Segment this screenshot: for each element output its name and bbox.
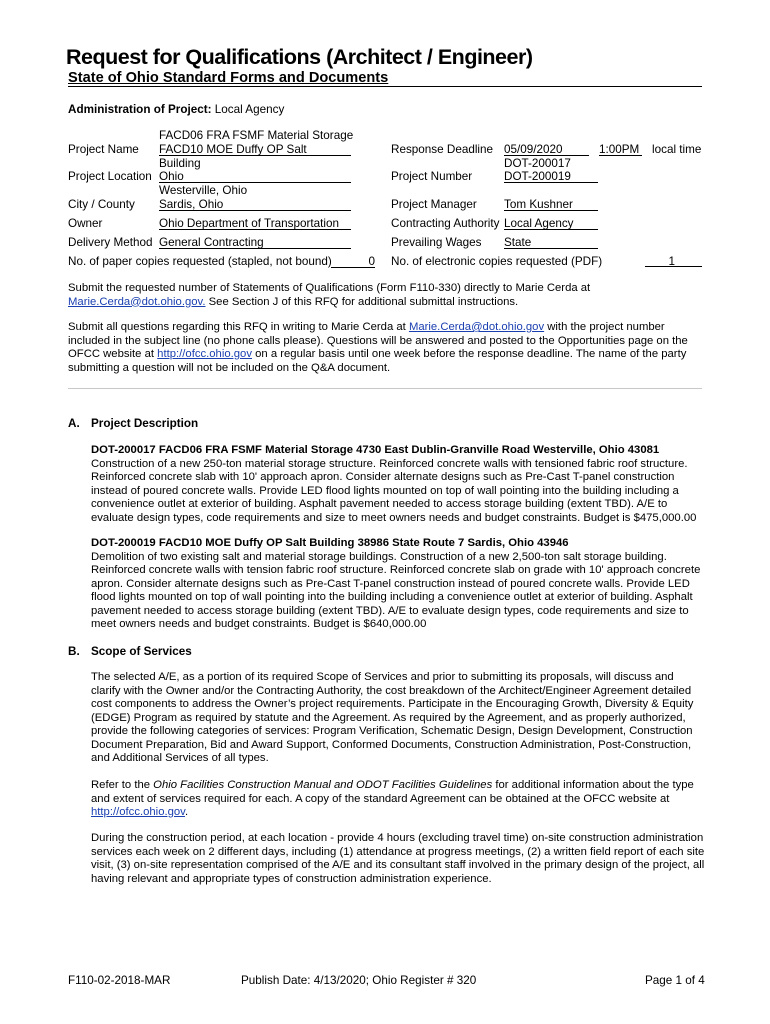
submission-text-b: See Section J of this RFQ for additional submittal instructions. <box>205 295 519 308</box>
section-a-letter: A. <box>68 417 80 430</box>
project-name-label: Project Name <box>68 143 139 156</box>
questions-text-c: on a regular basis until one week before the response deadline. The name of the party submitting a question will not be included on the Q&A document. <box>68 348 687 374</box>
owner-label: Owner <box>68 217 103 230</box>
project-dot-200017-heading: DOT-200017 FACD06 FRA FSMF Material Storage 4730 East Dublin-Granville Road Westerville, Ohio 43081 <box>91 444 660 456</box>
response-deadline-timezone: local time <box>652 143 702 156</box>
contracting-authority-label: Contracting Authority <box>391 217 500 230</box>
questions-instructions <box>68 321 708 375</box>
response-deadline-time: 1:00PM <box>599 143 642 156</box>
project-location-label: Project Location <box>68 170 152 183</box>
section-b-letter: B. <box>68 645 80 658</box>
city-county-value-1: Westerville, Ohio <box>159 184 248 197</box>
electronic-copies-label: No. of electronic copies requested (PDF) <box>391 255 603 268</box>
page-subtitle-text: State of Ohio Standard Forms and Documents <box>68 70 389 86</box>
project-dot-200019-body: Demolition of two existing salt and material storage buildings. Construction of a new 2,500-ton salt storage building. Reinforced concrete walls with tension fabric roof structure. Reinforced concrete slab on grade with 10' approach concrete apron. Consider alternate designs such as Pre-Cast T-panel construction instead of poured concrete walls. Provide LED flood lights mounted on top of wall pointing into the building including a convenience outlet at exterior of building. Asphalt pavement needed to access storage building (extent TBD). A/E to evaluate design types, code requirements and size to meet owners needs and budget constraints. Budget is $640,000.00 <box>91 550 701 631</box>
submission-instructions <box>68 282 708 309</box>
project-number-label: Project Number <box>391 170 473 183</box>
submission-text-a: Submit the requested number of Statements of Qualifications (Form F110-330) directly to Marie Cerda at <box>68 282 591 294</box>
questions-email-link[interactable]: Marie.Cerda@dot.ohio.gov <box>408 321 545 333</box>
scope-p2-text-c: . <box>185 806 189 819</box>
city-county-label: City / County <box>68 198 135 211</box>
paper-copies-label: No. of paper copies requested (stapled, not bound) <box>68 255 332 268</box>
scope-paragraph-1: The selected A/E, as a portion of its required Scope of Services and prior to submitting its proposals, will discuss and clarify with the Owner and/or the Contracting Authority, the cost breakdown of the Architect/Engineer Agreement detailed cost components to address the Owner’s project requirements. Participate in the Encouraging Growth, Diversity & Equity (EDGE) Program as required by statute and the Agreement. As required by the Agreement, and as properly authorized, provide the following categories of services: Program Verification, Schematic Design, Design Development, Construction Document Preparation, Bid and Award Support, Conformed Documents, Construction Administration, Post-Construction, and Additional Services of all types. <box>91 671 694 765</box>
project-dot-200017-body: Construction of a new 250-ton material storage structure. Reinforced concrete walls with tensioned fabric roof structure. Reinforced concrete slab with 10' approach apron. Consider alternate designs such as Pre-Cast T-panel construction instead of poured concrete walls. Provide LED flood lights mounted on top of wall pointing into the building including a convenience outlet at exterior of building. Asphalt pavement needed to access storage building (extent TBD). A/E to evaluate design types, code requirements and size to meet owners needs and budget constraints. Budget is $475,000.00 <box>91 457 697 524</box>
questions-text-b: with the project number included in the subject line (no phone calls please). Questions will be answered and posted to the Opportunities page on the OFCC website at <box>68 321 688 361</box>
submission-email-link[interactable]: Marie.Cerda@dot.ohio.gov. <box>68 295 206 308</box>
project-location-value: Ohio <box>159 170 351 183</box>
administration-value: Local Agency <box>214 103 285 116</box>
scope-p2-text-b: for additional information about the type and extent of services required for each. A copy of the standard Agreement can be obtained at the OFCC website at <box>91 779 694 805</box>
questions-text-a: Submit all questions regarding this RFQ in writing to Marie Cerda at <box>68 321 409 333</box>
section-divider <box>68 388 702 389</box>
administration-line <box>68 103 284 117</box>
project-number-value-2: DOT-200019 <box>504 170 598 183</box>
response-deadline-date: 05/09/2020 <box>504 143 589 156</box>
scope-p2-text-a: Refer to the <box>91 779 154 791</box>
page-subtitle <box>68 70 702 87</box>
paper-copies-value: 0 <box>331 255 375 268</box>
section-a-heading: Project Description <box>91 417 199 430</box>
administration-label: Administration of Project: <box>68 103 212 116</box>
response-deadline-label: Response Deadline <box>391 143 494 156</box>
city-county-value-2: Sardis, Ohio <box>159 198 351 211</box>
scope-paragraph-3: During the construction period, at each location - provide 4 hours (excluding travel time) on-site construction administration services each week on 2 different days, including (1) attendance at progress meetings, (2) a written field report of each site visit, (3) on-site representation comprised of the A/E and its consultant staff involved in the primary design of the project, all having relevant and appropriate types of construction administration experience. <box>91 832 705 885</box>
scope-p2-manual-title: Ohio Facilities Construction Manual and ODOT Facilities Guidelines <box>153 779 493 791</box>
project-number-value-1: DOT-200017 <box>504 157 571 170</box>
prevailing-wages-value: State <box>504 236 598 249</box>
prevailing-wages-label: Prevailing Wages <box>391 236 482 249</box>
section-b-heading: Scope of Services <box>91 645 192 658</box>
scope-ofcc-link[interactable]: http://ofcc.ohio.gov <box>91 806 185 819</box>
footer-form-id: F110-02-2018-MAR <box>68 974 171 987</box>
project-dot-200017 <box>91 444 705 525</box>
project-name-value-1: FACD06 FRA FSMF Material Storage <box>159 129 354 142</box>
owner-value: Ohio Department of Transportation <box>159 217 351 230</box>
project-manager-label: Project Manager <box>391 198 477 211</box>
footer-page-number: Page 1 of 4 <box>645 974 705 987</box>
project-manager-value: Tom Kushner <box>504 198 598 211</box>
project-dot-200019 <box>91 537 705 632</box>
project-dot-200019-heading: DOT-200019 FACD10 MOE Duffy OP Salt Building 38986 State Route 7 Sardis, Ohio 43946 <box>91 537 569 549</box>
delivery-method-label: Delivery Method <box>68 236 153 249</box>
delivery-method-value: General Contracting <box>159 236 351 249</box>
page-title: Request for Qualifications (Architect / Engineer) <box>66 45 533 69</box>
electronic-copies-value: 1 <box>645 255 702 267</box>
footer-publish-date: Publish Date: 4/13/2020; Ohio Register # 320 <box>241 974 477 987</box>
scope-paragraph-2 <box>91 779 705 820</box>
contracting-authority-value: Local Agency <box>504 217 598 230</box>
project-name-value-2: FACD10 MOE Duffy OP Salt Building <box>159 143 351 156</box>
ofcc-website-link[interactable]: http://ofcc.ohio.gov <box>157 348 252 361</box>
